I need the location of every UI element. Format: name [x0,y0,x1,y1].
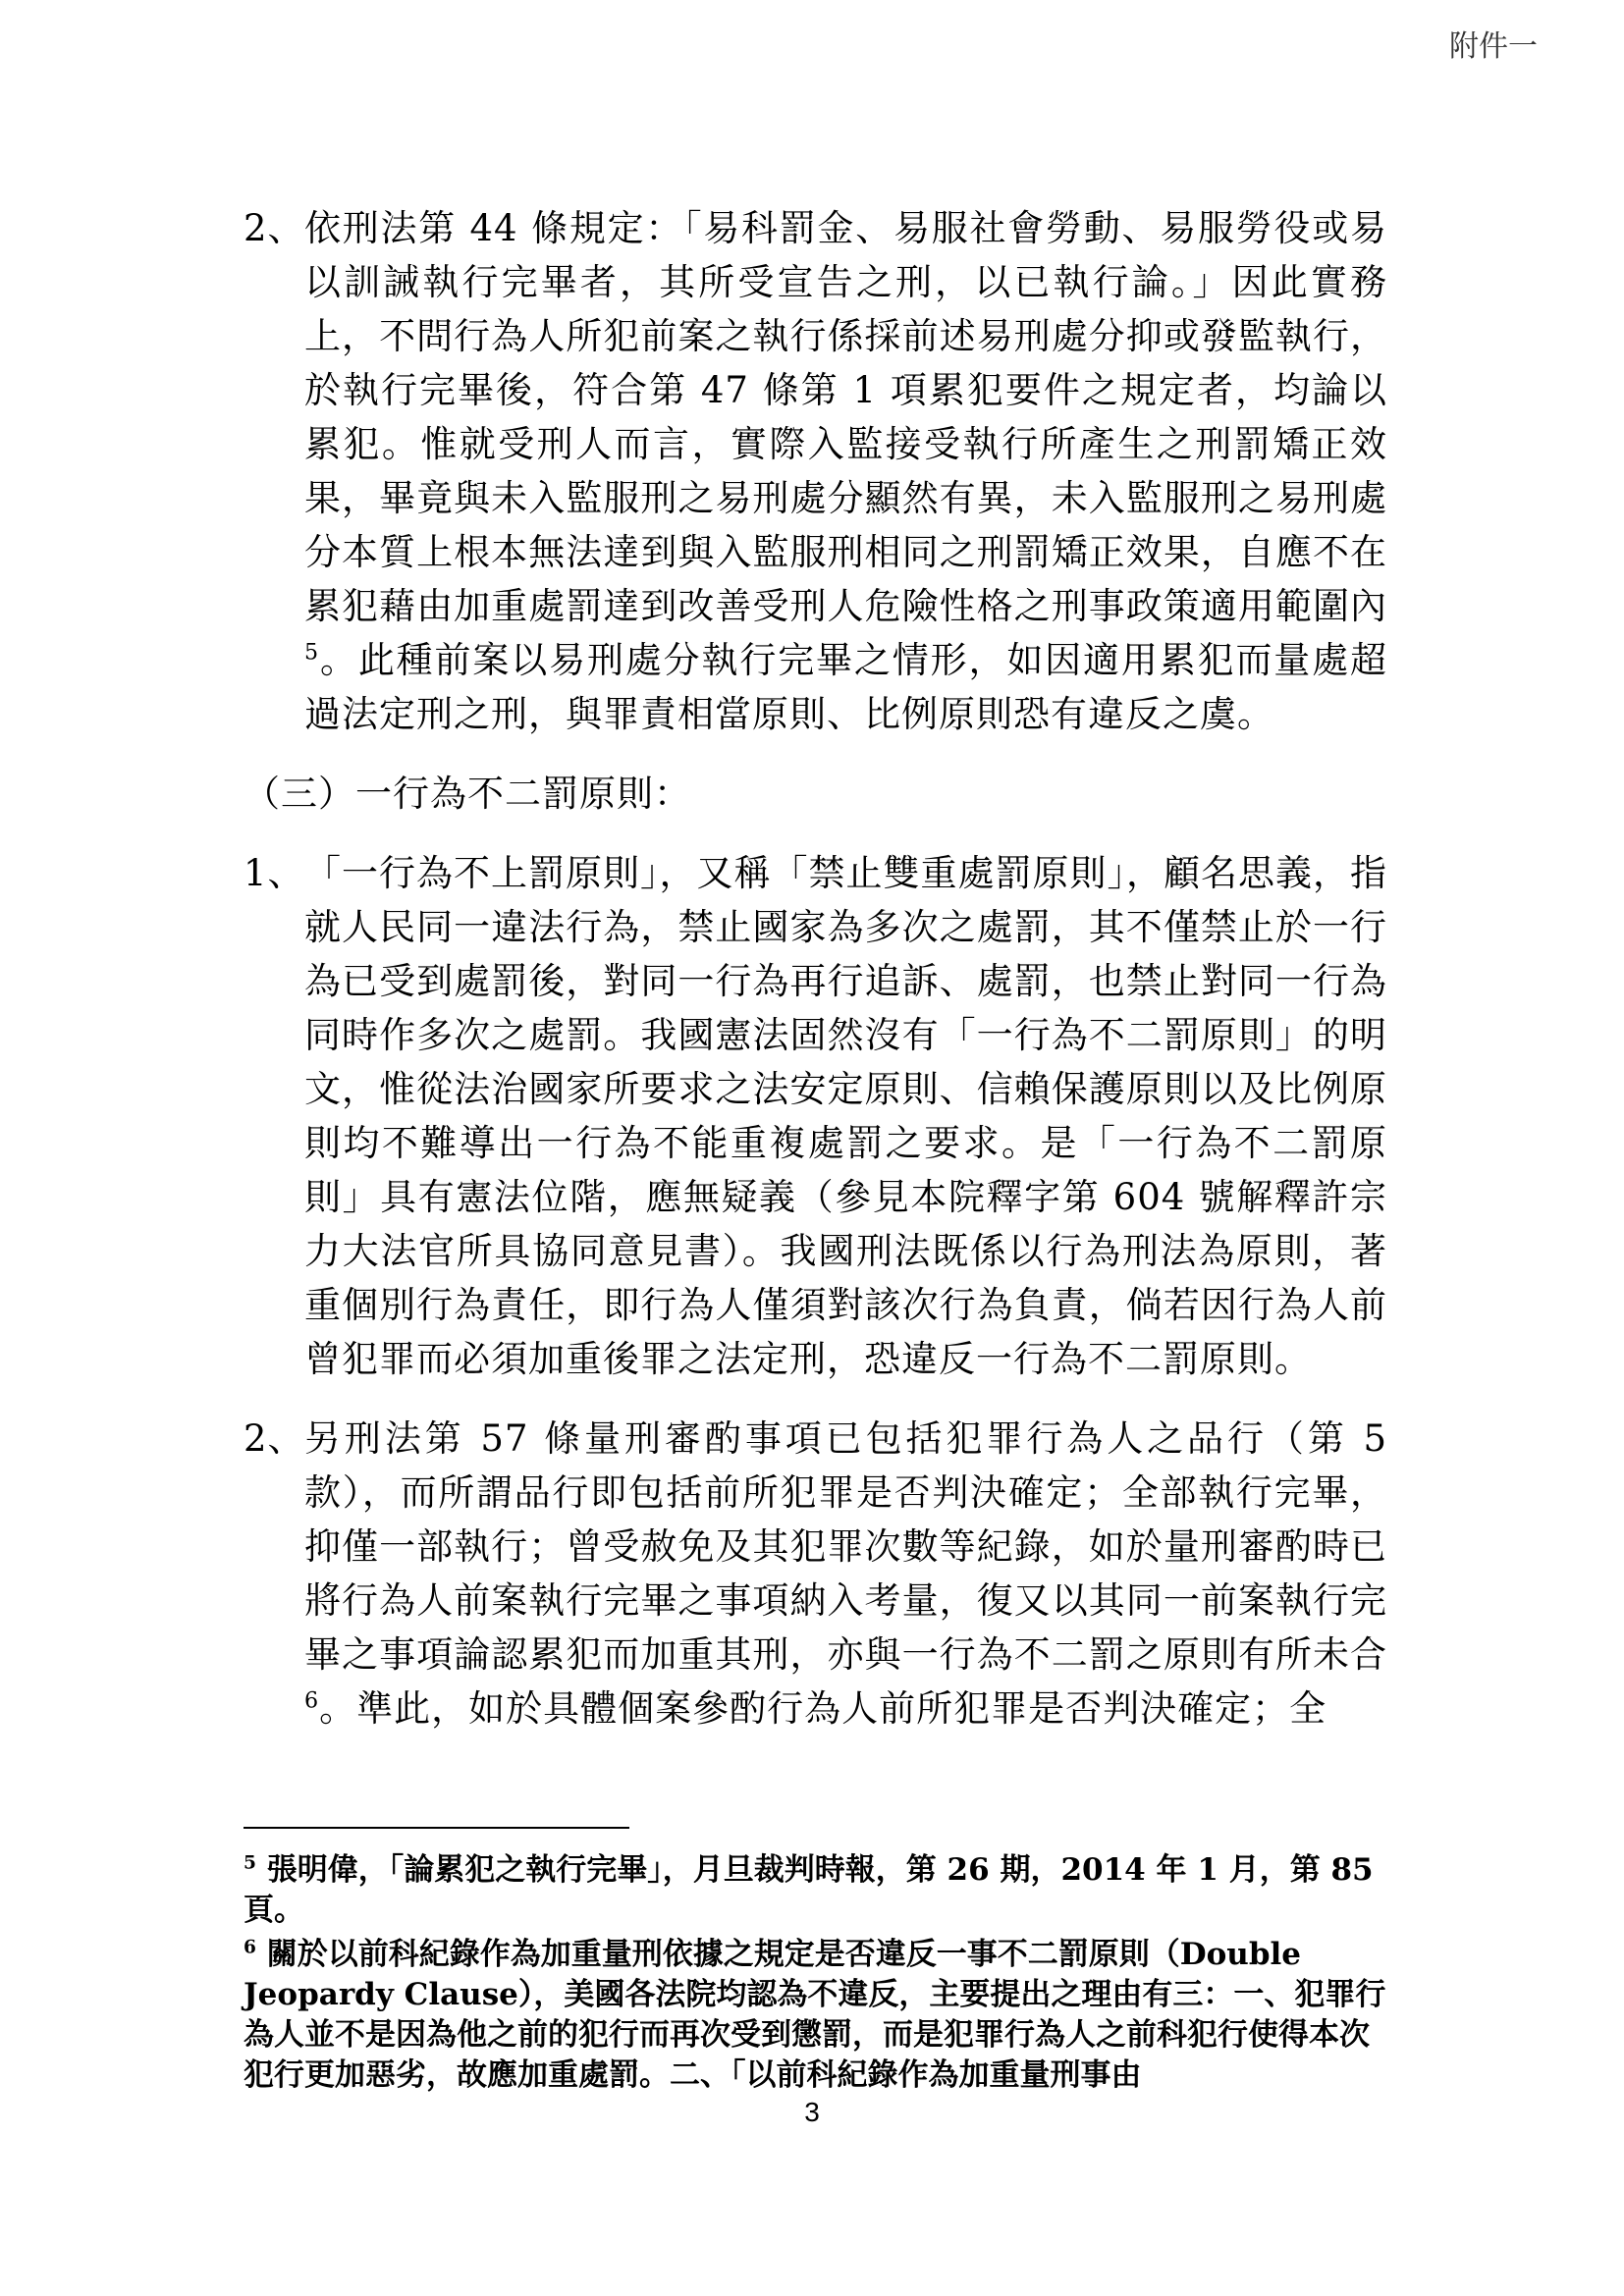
footnote-number: 6 [244,1937,256,1958]
attachment-label: 附件一 [1449,30,1538,63]
document-body [244,201,1387,1761]
footnote-5 [244,1850,1387,1931]
paragraph-2 [244,201,1387,741]
footnote-text: 關於以前科紀錄作為加重量刑依據之規定是否違反一事不二罰原則（Double Jeopardy Clause），美國各法院均認為不違反，主要提出之理由有三：一、犯罪行為人並不是因為他之前的犯行而再次受到懲罰，而是犯罪行為人之前科犯行使得本次犯行更加惡劣，故應加重處罰。二、「以前科紀錄作為加重量刑事由 [244,1937,1386,2093]
footnote-ref-6[interactable]: 6 [304,1687,320,1714]
footnote-6 [244,1935,1387,2096]
page-number: 3 [804,2097,820,2127]
item-number: 2、 [244,1417,305,1460]
section3-item-1 [244,846,1387,1386]
paragraph-text-part-b: 。此種前案以易刑處分執行完畢之情形，如因適用累犯而量處超過法定刑之刑，與罪責相當原則、比例原則恐有違反之虞。 [304,639,1387,735]
section3-item-2 [244,1412,1387,1735]
footnote-number: 5 [244,1852,256,1874]
footnote-divider [244,1827,629,1829]
item-number: 2、 [244,207,305,249]
footnote-text: 張明偉，「論累犯之執行完畢」，月旦裁判時報，第 26 期，2014 年 1 月，第 85 頁。 [244,1852,1374,1928]
footnote-ref-5[interactable]: 5 [304,639,320,666]
paragraph-text-part-a: 依刑法第 44 條規定：「易科罰金、易服社會勞動、易服勞役或易以訓誡執行完畢者，其所受宣告之刑，以已執行論。」因此實務上，不問行為人所犯前案之執行係採前述易刑處分抑或發監執行，於執行完畢後，符合第 47 條第 1 項累犯要件之規定者，均論以累犯。惟就受刑人而言，實際入監接受執行所產生之刑罰矯正效果，畢竟與未入監服刑之易刑處分顯然有異，未入監服刑之易刑處分本質上根本無法達到與入監服刑相同之刑罰矯正效果，自應不在累犯藉由加重處罰達到改善受刑人危險性格之刑事政策適用範圍內 [304,207,1387,627]
item-number: 1、 [244,852,305,894]
paragraph-text [304,1412,1387,1735]
paragraph-text [304,201,1387,741]
paragraph-text: 「一行為不上罰原則」，又稱「禁止雙重處罰原則」，顧名思義，指就人民同一違法行為，禁止國家為多次之處罰，其不僅禁止於一行為已受到處罰後，對同一行為再行追訴、處罰，也禁止對同一行為同時作多次之處罰。我國憲法固然沒有「一行為不二罰原則」的明文，惟從法治國家所要求之法安定原則、信賴保護原則以及比例原則均不難導出一行為不能重複處罰之要求。是「一行為不二罰原則」具有憲法位階，應無疑義（參見本院釋字第 604 號解釋許宗力大法官所具協同意見書）。我國刑法既係以行為刑法為原則，著重個別行為責任，即行為人僅須對該次行為負責，倘若因行為人前曾犯罪而必須加重後罪之法定刑，恐違反一行為不二罰原則。 [304,852,1387,1380]
footnotes-area [244,1827,1387,2100]
paragraph-text-part-a: 另刑法第 57 條量刑審酌事項已包括犯罪行為人之品行（第 5 款），而所謂品行即包括前所犯罪是否判決確定；全部執行完畢，抑僅一部執行；曾受赦免及其犯罪次數等紀錄，如於量刑審酌時已將行為人前案執行完畢之事項納入考量，復又以其同一前案執行完畢之事項論認累犯而加重其刑，亦與一行為不二罰之原則有所未合 [304,1417,1387,1676]
section-heading: （三）一行為不二罰原則： [244,773,691,815]
paragraph-text-part-b: 。準此，如於具體個案參酌行為人前所犯罪是否判決確定；全 [319,1687,1327,1730]
